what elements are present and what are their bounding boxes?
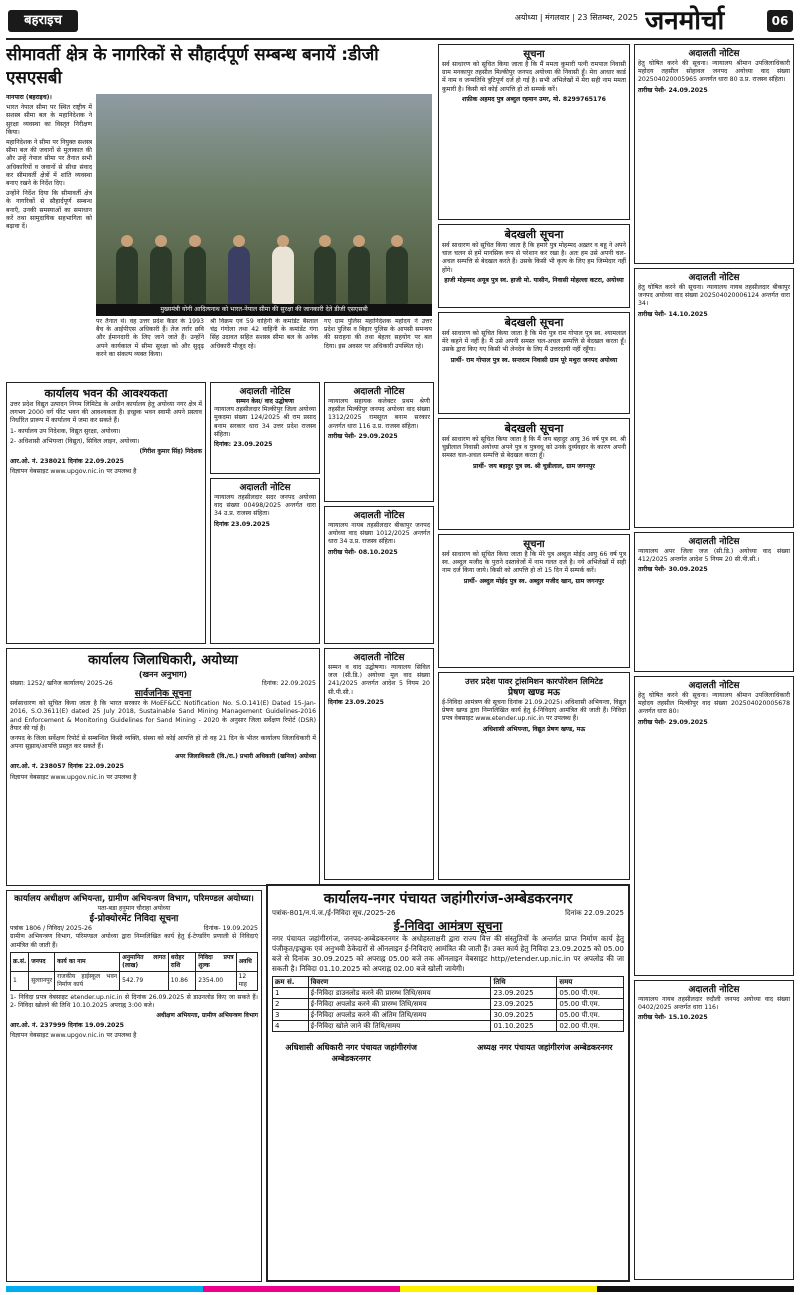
- court-1-title: अदालती नोटिस: [239, 387, 291, 397]
- table-cell: 05.00 पी.एम.: [557, 988, 624, 999]
- table-cell: 05.00 पी.एम.: [557, 1010, 624, 1021]
- table-cell: 10.86: [168, 971, 196, 990]
- vacancy-addr-2: 2- अधिशासी अभियन्ता (विद्युत), सिविल लाइन, अयोध्या।: [10, 437, 140, 445]
- magenta-swatch: [203, 1286, 400, 1292]
- lead-column-2: [96, 318, 204, 378]
- lead-column-4: [324, 318, 432, 378]
- notice-middle-title: सूचना: [523, 539, 545, 550]
- lead-column-3: [210, 318, 318, 378]
- collector-ref-no: संख्या: 1252/ खनिज कार्यालय/ 2025-26: [10, 680, 113, 687]
- table-cell: 1: [273, 988, 309, 999]
- court-d-date: दिनांक 23.09.2025: [328, 698, 384, 706]
- col-time: समय: [557, 977, 624, 988]
- court-notice-1: [210, 382, 320, 474]
- col-date: तिथि: [491, 977, 557, 988]
- lead-para-3: उन्होंने निर्देश दिया कि सीमावर्ती क्षेत्र के नागरिकों से सौहार्दपूर्ण सम्बन्ध बनाएँ, उनकी समस्याओं का समाधान करें तथा सामुदायिक सहभागिता को बढ़ावा दें।: [6, 190, 92, 231]
- engineer-web: विज्ञापन वेबसाइट www.upgov.nic.in पर उपलब्ध है: [10, 1032, 137, 1040]
- nagar-title: कार्यालय-नगर पंचायत जहांगीरगंज-अम्बेडकरनगर: [323, 891, 573, 907]
- masthead-rule: [6, 38, 794, 40]
- notice-middle-footer: प्रार्थी- अब्दुल मोईद पुत्र स्व. अब्दुल मजीद खान, ग्राम जगनपुर: [463, 577, 605, 585]
- notice-public-title: सूचना: [523, 49, 545, 60]
- power-signer: अधिशासी अभियन्ता, विद्युत प्रेषण खण्ड, मऊ: [482, 725, 586, 733]
- bedakhli-1-footer: हाजी मोहम्मद अयूब पुत्र स्व. हाजी मो. यासीन, निवासी मोहल्ला कटरा, अयोध्या: [444, 276, 624, 284]
- nagar-sig-right: अध्यक्ष नगर पंचायत जहांगीरगंज अम्बेडकरनगर: [477, 1043, 613, 1052]
- nagar-table: [272, 976, 624, 1032]
- vacancy-ref: आर.ओ. नं. 238021 दिनांक 22.09.2025: [10, 458, 124, 466]
- bedakhli-2-title: बेदखली सूचना: [504, 316, 564, 329]
- notice-public-footer: शफ़ीक अहमद पुत्र अब्दुल रहमान उमर, मो. 8299765176: [462, 95, 606, 103]
- court-d-title: अदालती नोटिस: [353, 653, 405, 663]
- bedakhli-3-footer: प्रार्थी- जय बहादुर पुत्र स्व. श्री चुन्नीलाल, ग्राम जगनपुर: [473, 462, 595, 470]
- court-notice-d: [324, 648, 434, 880]
- court-a-body: न्यायालय सहायक कलेक्टर प्रथम श्रेणी तहसील मिल्कीपुर जनपद अयोध्या वाद संख्या 1312/2025 रामसूरत बनाम सरकार अन्तर्गत धारा 116 उ.प्र. राजस्व संहिता।: [328, 398, 430, 430]
- table-cell: 3: [273, 1010, 309, 1021]
- nagar-body: नगर पंचायत जहांगीरगंज, जनपद-अम्बेडकरनगर के अधोहस्ताक्षरी द्वारा राज्य वित्त की संस्तुतियों के अन्तर्गत प्राप्त निर्माण कार्य हेतु पंजीकृत/इच्छुक एवं अनुभवी ठेकेदारों से ऑनलाइन ई-निविदाएं आमंत्रित की जाती हैं। उक्त कार्य हेतु निविदा 23.09.2025 को 05.00 बजे से दिनांक 30.09.2025 को अपराह्न 05.00 बजे तक ऑनलाइन वेबसाइट http//etender.up.nic.in पर अपलोड की जा सकती है। निविदा 01.10.2025 को अपराह्न 02.00 बजे खोली जायेगी।: [272, 934, 624, 973]
- lead-headline: सीमावर्ती क्षेत्र के नागरिकों से सौहार्दपूर्ण सम्बन्ध बनायें :डीजी एसएसबी: [6, 45, 379, 88]
- vacancy-title: कार्यालय भवन की आवश्यकता: [44, 387, 168, 400]
- page-number: 06: [767, 10, 793, 32]
- collector-web: विज्ञापन वेबसाइट www.upgov.nic.in पर उपलब्ध है: [10, 773, 137, 781]
- engineer-ref-no: पत्रांक 1806 / निविदा/ 2025-26: [10, 925, 92, 933]
- black-swatch: [597, 1286, 794, 1292]
- collector-notice-title: सार्वजनिक सूचना: [134, 689, 192, 700]
- court-r1-date: तारीख पेशी- 24.09.2025: [638, 86, 708, 94]
- collector-notice: [6, 648, 320, 886]
- collector-sub: (खनन अनुभाग): [138, 670, 188, 679]
- court-notice-c: [324, 506, 434, 644]
- table-cell: 02.00 पी.एम.: [557, 1021, 624, 1032]
- table-cell: 23.09.2025: [491, 988, 557, 999]
- table-cell: ई-निविदा खोले जाने की तिथि/समय: [308, 1021, 491, 1032]
- table-cell: 2: [273, 999, 309, 1010]
- power-sub: प्रेषण खण्ड मऊ: [508, 688, 560, 698]
- col-desc: विवरण: [308, 977, 491, 988]
- court-far1-body: हेतु घोषित करने की सूचना। न्यायालय श्रीमान उपजिलाधिकारी महोदय तहसील मिल्कीपुर वाद संख्या 202504020005678 अन्तर्गत धारा 80।: [638, 692, 790, 716]
- notice-middle-body: सर्व साधारण को सूचित किया जाता है कि मेरे पुत्र अब्दुल मोईद आयु 66 वर्ष पुत्र स्व. अब्दुल मजीद के पुराने दस्तावेजों में नाम गलत दर्ज है। नये अभिलेखों में सही नाम दर्ज किया जाये। किसी को आपत्ति हो तो 15 दिन में सम्पर्क करें।: [442, 551, 626, 575]
- vacancy-notice: [6, 382, 206, 644]
- court-b-body: न्यायालय तहसीलदार सदर जनपद अयोध्या वाद संख्या 00498/2025 अन्तर्गत धारा 34 उ.प्र. राजस्व संहिता।: [214, 494, 316, 518]
- table-cell: 1: [11, 971, 29, 990]
- table-cell: 542.79: [120, 971, 169, 990]
- court-r3-title: अदालती नोटिस: [688, 537, 740, 547]
- vacancy-body: उत्तर प्रदेश विद्युत उत्पादन निगम लिमिटेड के अधीन कार्यालय हेतु अयोध्या नगर क्षेत्र में लगभग 2000 वर्ग फीट भवन की आवश्यकता है। इच्छुक भवन स्वामी अपने प्रस्ताव निर्धारित प्रारूप में कार्यालय में जमा कर सकते हैं।: [10, 401, 202, 425]
- table-row: [11, 971, 258, 990]
- collector-title: कार्यालय जिलाधिकारी, अयोध्या: [88, 653, 238, 668]
- lead-para-4: पर तैनात थे। वह उत्तर प्रदेश कैडर के 1993 बैच के आईपीएस अधिकारी हैं। तेज तर्रार छवि और ईमानदारी के लिए जाने जाते हैं। उन्होंने अपने कार्यकाल में सीमा सुरक्षा को और सुदृढ़ करने का संकल्प व्यक्त किया।: [96, 318, 204, 358]
- collector-signer: अपर जिलाधिकारी (वि./रा.) प्रभारी अधिकारी (खनिज) अयोध्या: [175, 753, 316, 761]
- engineer-table: [10, 952, 258, 991]
- court-notice-far-b: [634, 980, 794, 1280]
- lead-photo: [96, 94, 432, 304]
- notice-public-body: सर्व साधारण को सूचित किया जाता है कि मैं ममता कुमारी पत्नी रामपाल निवासी ग्राम मनकापुर तहसील मिल्कीपुर जनपद अयोध्या की निवासी हूँ। मेरा आधार कार्ड में नाम व जन्मतिथि त्रुटिपूर्ण दर्ज हो गई है। सभी अभिलेखों में मेरा सही नाम ममता कुमारी है। किसी को कोई आपत्ति हो तो सम्पर्क करें।: [442, 61, 626, 93]
- collector-ref-row: [10, 680, 316, 688]
- table-cell: सुल्तानपुर: [29, 971, 55, 990]
- table-cell: 23.09.2025: [491, 999, 557, 1010]
- nagar-sig-left: अधिशासी अधिकारी नगर पंचायत जहांगीरगंज अम्बेडकरनगर: [285, 1043, 417, 1063]
- table-cell: ई-निविदा अपलोड करने की प्रारम्भ तिथि/समय: [308, 999, 491, 1010]
- col-work: कार्य का नाम: [55, 952, 120, 971]
- power-title: उत्तर प्रदेश पावर ट्रांसमिशन कारपोरेशन लिमिटेड: [465, 677, 603, 686]
- bedakhli-notice-2: [438, 312, 630, 414]
- bedakhli-3-body: सर्व साधारण को सूचित किया जाता है कि मैं जय बहादुर आयु 36 वर्ष पुत्र स्व. श्री चुन्नीलाल निवासी अयोध्या अपने पुत्र व पुत्रवधू को उनके दुर्व्यवहार के कारण अपनी समस्त चल-अचल सम्पत्ति से बेदखल करता हूँ।: [442, 436, 626, 460]
- court-far2-title: अदालती नोटिस: [688, 985, 740, 995]
- bedakhli-3-title: बेदखली सूचना: [504, 422, 564, 435]
- court-c-body: न्यायालय नायब तहसीलदार बीकापुर जनपद अयोध्या वाद संख्या 1012/2025 अन्तर्गत धारा 34 उ.प्र. राजस्व संहिता।: [328, 522, 430, 546]
- engineer-intro: ग्रामीण अभियन्त्रण विभाग, परिमण्डल अयोध्या द्वारा निम्नलिखित कार्य हेतु ई-टेण्डरिंग प्रणाली से निविदाएं आमंत्रित की जाती हैं।: [10, 933, 258, 949]
- court-notice-a: [324, 382, 434, 502]
- court-far1-title: अदालती नोटिस: [688, 681, 740, 691]
- col-sno: क्र.सं.: [11, 952, 29, 971]
- engineer-table-header: [11, 952, 258, 971]
- table-cell: 01.10.2025: [491, 1021, 557, 1032]
- court-r1-body: हेतु घोषित करने की सूचना। न्यायालय श्रीमान उपजिलाधिकारी महोदय तहसील सोहावल जनपद अयोध्या वाद संख्या 202504020005965 अन्तर्गत धारा 80 उ.प्र. राजस्व संहिता।: [638, 60, 790, 84]
- power-notice: [438, 672, 630, 880]
- court-r3-date: तारीख पेशी- 30.09.2025: [638, 566, 708, 574]
- table-cell: राजकीय हाईस्कूल भवन निर्माण कार्य: [55, 971, 120, 990]
- nagar-ref-no: पत्रांक-801/न.पं.ज./ई-निविदा सूच./2025-26: [272, 909, 396, 917]
- nagar-ref-row: [272, 908, 624, 918]
- bedakhli-2-footer: प्रार्थी- राम गोपाल पुत्र स्व. सन्तराम निवासी ग्राम पूरे मथुरा जनपद अयोध्या: [450, 356, 618, 364]
- collector-ref-date: दिनांक: 22.09.2025: [261, 680, 316, 687]
- table-cell: 30.09.2025: [491, 1010, 557, 1021]
- engineer-notice: [6, 890, 262, 1282]
- court-r2-body: हेतु घोषित करने की सूचना। न्यायालय नायब तहसीलदार बीकापुर जनपद अयोध्या वाद संख्या 202504020006124 अन्तर्गत धारा 34।: [638, 284, 790, 308]
- bedakhli-1-title: बेदखली सूचना: [504, 228, 564, 241]
- notice-middle: [438, 534, 630, 668]
- court-notice-r1: [634, 44, 794, 264]
- court-r1-title: अदालती नोटिस: [688, 49, 740, 59]
- col-fee: निविदा प्रपत्र शुल्क: [196, 952, 236, 971]
- lead-para-6: गए ग्राम पुलिस महानिदेशक महोदय ने उत्तर प्रदेश पुलिस व बिहार पुलिस के आपसी समन्वय की सराहना की तथा बेहतर सहयोग पर बल दिया। इस अवसर पर अधिकारी उपस्थित रहे।: [324, 318, 432, 350]
- brand-logo: जनमोर्चा: [645, 6, 725, 36]
- court-far2-body: न्यायालय नायब तहसीलदार रुदौली जनपद अयोध्या वाद संख्या 0402/2025 अन्तर्गत धारा 116।: [638, 996, 790, 1012]
- court-far1-date: तारीख पेशी- 29.09.2025: [638, 718, 708, 726]
- table-cell: 05.00 पी.एम.: [557, 999, 624, 1010]
- collector-body-1: सर्वसाधारण को सूचित किया जाता है कि भारत सरकार के MoEF&CC Notification No. S.O.141(E) Dated 15-Jan-2016, S.O.3611(E) dated 25 July 2018, Sustainable Sand Mining Management Guidelines-2016 and Enforcement & Monitoring Guidelines for Sand Mining - 2020 के अनुसार जिला सर्वेक्षण रिपोर्ट (DSR) तैयार की गई है।: [10, 700, 316, 732]
- court-d-body: सम्मन व वाद उद्घोषणा। न्यायालय सिविल जज (सी.डि.) अयोध्या मूल वाद संख्या 241/2025 अन्तर्गत आदेश 5 नियम 20 सी.पी.सी.।: [328, 664, 430, 696]
- court-1-body: न्यायालय तहसीलदार मिल्कीपुर जिला अयोध्या मुकदमा संख्या 124/2025 श्री राम प्रसाद बनाम सरकार धारा 34 उत्तर प्रदेश राजस्व संहिता।: [214, 406, 316, 438]
- nagar-ref-date: दिनांक 22.09.2025: [565, 909, 624, 917]
- vacancy-addr-1: 1- कार्यालय उप निदेशक, विद्युत सुरक्षा, अयोध्या।: [10, 427, 121, 435]
- col-period: अवधि: [236, 952, 257, 971]
- court-c-date: तारीख पेशी- 08.10.2025: [328, 548, 398, 556]
- court-a-date: तारीख पेशी- 29.09.2025: [328, 432, 398, 440]
- engineer-terms: 1- निविदा प्रपत्र वेबसाइट etender.up.nic.in से दिनांक 26.09.2025 से डाउनलोड किए जा सकते हैं। 2- निविदा खोलने की तिथि 10.10.2025 अपराह्न 3:00 बजे।: [10, 993, 258, 1010]
- cyan-swatch: [6, 1286, 203, 1292]
- power-body: ई-निविदा आमंत्रण की सूचना दिनांक 21.09.2025। अधिशासी अभियन्ता, विद्युत प्रेषण खण्ड द्वारा निम्नलिखित कार्य हेतु ई-निविदाएं आमंत्रित की जाती हैं। निविदा प्रपत्र वेबसाइट www.etender.up.nic.in पर उपलब्ध हैं।: [442, 699, 626, 723]
- nagar-table-header: [273, 977, 624, 988]
- table-row: [273, 988, 624, 999]
- nagar-notice: [266, 884, 630, 1282]
- vacancy-web: विज्ञापन वेबसाइट www.upgov.nic.in पर उपलब्ध है: [10, 468, 137, 476]
- lead-dateline: नानपारा (बहराइच)।: [6, 94, 52, 101]
- col-deposit: धरोहर राशि: [168, 952, 196, 971]
- notice-public: [438, 44, 630, 220]
- court-b-title: अदालती नोटिस: [239, 483, 291, 493]
- collector-body-2: जनपद के जिला सर्वेक्षण रिपोर्ट से सम्बन्धित किसी व्यक्ति, संस्था को कोई आपत्ति हो तो वह 21 दिन के भीतर कार्यालय जिलाधिकारी में अपना सुझाव/आपत्ति प्रस्तुत कर सकते हैं।: [10, 735, 316, 751]
- bedakhli-notice-3: [438, 418, 630, 530]
- bedakhli-1-body: सर्व साधारण को सूचित किया जाता है कि हमारे पुत्र मोहम्मद अख़्तर व बहू ने अपने चाल चलन से हमें मानसिक रूप से परेशान कर रखा है। अतः हम उसे अपनी चल-अचल सम्पत्ति से बेदखल करते हैं। उसके किसी भी कृत्य के लिए हम जिम्मेदार नहीं होंगे।: [442, 242, 626, 274]
- engineer-ref-date: दिनांक- 19.09.2025: [203, 925, 258, 933]
- court-notice-far-a: [634, 676, 794, 976]
- court-1-sub: सम्मन केस/ वाद उद्घोषणा: [235, 398, 295, 405]
- engineer-signer: अधीक्षण अभियन्ता, ग्रामीण अभियन्त्रण विभाग: [156, 1012, 258, 1020]
- yellow-swatch: [400, 1286, 597, 1292]
- color-registration-strip: [6, 1286, 794, 1292]
- court-r2-date: तारीख पेशी- 14.10.2025: [638, 310, 708, 318]
- table-cell: 2354.00: [196, 971, 236, 990]
- lead-photo-caption: मुख्यमंत्री योगी आदित्यनाथ को भारत-नेपाल सीमा की सुरक्षा की जानकारी देते डीजी एसएसबी: [96, 304, 432, 316]
- court-1-date: दिनांक: 23.09.2025: [214, 441, 273, 449]
- court-notice-r2: [634, 268, 794, 528]
- court-r2-title: अदालती नोटिस: [688, 273, 740, 283]
- nagar-signatures: [272, 1042, 624, 1064]
- lead-para-5: श्री विक्रम एवं 59 वाहिनी के कमांडेंट बैस्ताल चंद्र गंगोला तथा 42 वाहिनी के कमांडेंट गंगा सिंह उदावत सहित सशस्त्र सीमा बल के अनेक अधिकारी मौजूद रहे।: [210, 318, 318, 350]
- table-cell: ई-निविदा डाउनलोड करने की प्रारम्भ तिथि/समय: [308, 988, 491, 999]
- engineer-sub-1: पता-बडा हनुमान चौराहा अयोध्या: [97, 905, 171, 912]
- court-notice-b: [210, 478, 320, 644]
- engineer-title: कार्यालय अधीक्षण अभियन्ता, ग्रामीण अभियन्त्रण विभाग, परिमण्डल अयोध्या।: [14, 894, 254, 904]
- court-far2-date: तारीख पेशी- 15.10.2025: [638, 1014, 708, 1022]
- court-r3-body: न्यायालय अपर जिला जज (सी.डि.) अयोध्या वाद संख्या 412/2025 अन्तर्गत आदेश 5 नियम 20 सी.पी.सी.।: [638, 548, 790, 564]
- court-b-date: दिनांक 23.09.2025: [214, 520, 270, 528]
- collector-ref: आर.ओ. नं. 238057 दिनांक 22.09.2025: [10, 763, 124, 771]
- col-district: जनपद: [29, 952, 55, 971]
- bedakhli-notice-1: [438, 224, 630, 308]
- table-cell: ई-निविदा अपलोड करने की अंतिम तिथि/समय: [308, 1010, 491, 1021]
- lead-column-1: [6, 94, 92, 346]
- col-cost: अनुमानित लागत (लाख): [120, 952, 169, 971]
- court-c-title: अदालती नोटिस: [353, 511, 405, 521]
- engineer-ref: आर.ओ. नं. 237999 दिनांक 19.09.2025: [10, 1022, 124, 1030]
- nagar-notice-title: ई-निविदा आमंत्रण सूचना: [393, 919, 503, 933]
- court-a-title: अदालती नोटिस: [353, 387, 405, 397]
- lead-para-1: भारत नेपाल सीमा पर स्थित राष्ट्रीय में सशस्त्र सीमा बल के महानिदेशक ने सुरक्षा व्यवस्था का विस्तृत निरीक्षण किया।: [6, 104, 92, 136]
- table-cell: 12 माह: [236, 971, 257, 990]
- location-tag: बहराइच: [8, 10, 78, 32]
- table-row: [273, 1010, 624, 1021]
- bedakhli-2-body: सर्व साधारण को सूचित किया जाता है कि मेरा पुत्र राम गोपाल पुत्र स्व. श्यामलाल मेरे कहने में नहीं है। मैं उसे अपनी समस्त चल-अचल सम्पत्ति से बेदखल करता हूँ। उसके द्वारा किए गए किसी भी लेनदेन के लिए मैं उत्तरदायी नहीं रहूँगा।: [442, 330, 626, 354]
- lead-para-2: महानिदेशक ने सीमा पर नियुक्त सशस्त्र सीमा बल की जवानों से मुलाकात की और उन्हें नेपाल सीमा पर तैनात सभी अधिकारियों व जवानों से सीधा संवाद कर सीमावर्ती क्षेत्रों में शांति व्यवस्था बनाए रखने के निर्देश दिए।: [6, 139, 92, 188]
- table-row: [273, 1021, 624, 1032]
- col-sno: क्रम सं.: [273, 977, 309, 988]
- vacancy-signer: (गिरीश कुमार सिंह) निदेशक: [139, 448, 202, 456]
- dateline: अयोध्या | मंगलवार | 23 सितम्बर, 2025: [514, 13, 638, 22]
- engineer-sub-2: ई-प्रोक्योरमेंट निविदा सूचना: [89, 914, 179, 925]
- table-row: [273, 999, 624, 1010]
- table-cell: 4: [273, 1021, 309, 1032]
- court-notice-r3: [634, 532, 794, 672]
